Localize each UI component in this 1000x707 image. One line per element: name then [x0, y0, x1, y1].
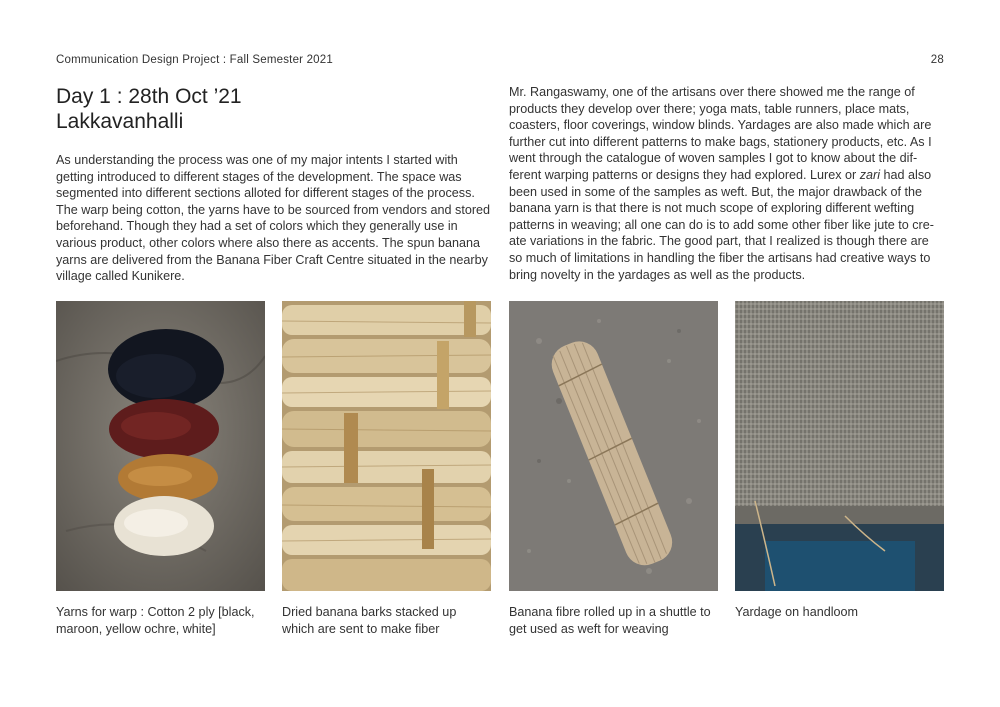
photo-fibre-shuttle	[509, 301, 718, 591]
paragraph-line: beforehand. Though they had a set of colors which they generally use in	[56, 219, 458, 234]
photo-handloom-yardage	[735, 301, 944, 591]
paragraph-line: village called Kunikere.	[56, 269, 185, 284]
paragraph-line: further cut into different patterns to make bags, stationery products, etc. As I	[509, 134, 932, 149]
paragraph-line: banana yarn is that there is not much scope of exploring different wefting	[509, 201, 915, 216]
left-paragraph	[56, 152, 494, 285]
heading-location: Lakkavanhalli	[56, 110, 184, 133]
paragraph-line: went through the catalogue of woven samples I got to know about the dif-	[509, 151, 918, 166]
caption-line: maroon, yellow ochre, white]	[56, 622, 216, 636]
photo-banana-barks	[282, 301, 491, 591]
paragraph-line: patterns in weaving; all one can do is to add some other fiber like jute to cre-	[509, 217, 934, 232]
caption-line: which are sent to make fiber	[282, 622, 440, 636]
right-paragraph	[509, 84, 945, 283]
line-text: ferent warping patterns or designs they had explored. Lurex or	[509, 167, 860, 182]
paragraph-line: coasters, floor coverings, window blinds. Yardages are also made which are	[509, 118, 932, 133]
heading-date: Day 1 : 28th Oct ’21	[56, 85, 242, 108]
paragraph-line: bring novelty in the yardages as well as the products.	[509, 267, 806, 282]
page-header	[56, 54, 944, 70]
caption-warp-yarns	[56, 604, 270, 638]
paragraph-line: products they develop over there; yoga mats, table runners, place mats,	[509, 101, 910, 116]
italic-term: zari	[859, 167, 881, 182]
paragraph-line: yarns are delivered from the Banana Fiber Craft Centre situated in the nearby	[56, 252, 488, 267]
paragraph-line: been used in some of the samples as weft. But, the major drawback of the	[509, 184, 923, 199]
paragraph-line: segmented into different sections alloted for different stages of the process.	[56, 186, 475, 201]
caption-line: Banana fibre rolled up in a shuttle to	[509, 605, 711, 619]
paragraph-line: getting introduced to different stages of the development. The space was	[56, 169, 462, 184]
paragraph-line: Mr. Rangaswamy, one of the artisans over there showed me the range of	[509, 85, 915, 99]
line-text: had also	[880, 167, 932, 182]
paragraph-line: various product, other colors where also there as accents. The spun banana	[56, 235, 481, 250]
paragraph-line	[509, 167, 945, 184]
paragraph-line: ate variations in the fabric. The good part, that I realized is though there are	[509, 234, 929, 249]
caption-line: Yardage on handloom	[735, 605, 858, 619]
page-number: 28	[930, 54, 944, 66]
caption-line: Dried banana barks stacked up	[282, 605, 457, 619]
document-title: Communication Design Project : Fall Semester 2021	[56, 54, 333, 66]
paragraph-line: so much of limitations in handling the fiber the artisans had creative ways to	[509, 250, 931, 265]
paragraph-line: The warp being cotton, the yarns have to be sourced from vendors and stored	[56, 202, 491, 217]
caption-banana-barks	[282, 604, 496, 638]
section-heading	[56, 84, 486, 134]
paragraph-line: As understanding the process was one of my major intents I started with	[56, 153, 458, 167]
caption-fibre-shuttle	[509, 604, 723, 638]
photo-warp-yarns	[56, 301, 265, 591]
caption-handloom-yardage	[735, 604, 949, 621]
caption-line: get used as weft for weaving	[509, 622, 669, 636]
caption-line: Yarns for warp : Cotton 2 ply [black,	[56, 605, 255, 619]
